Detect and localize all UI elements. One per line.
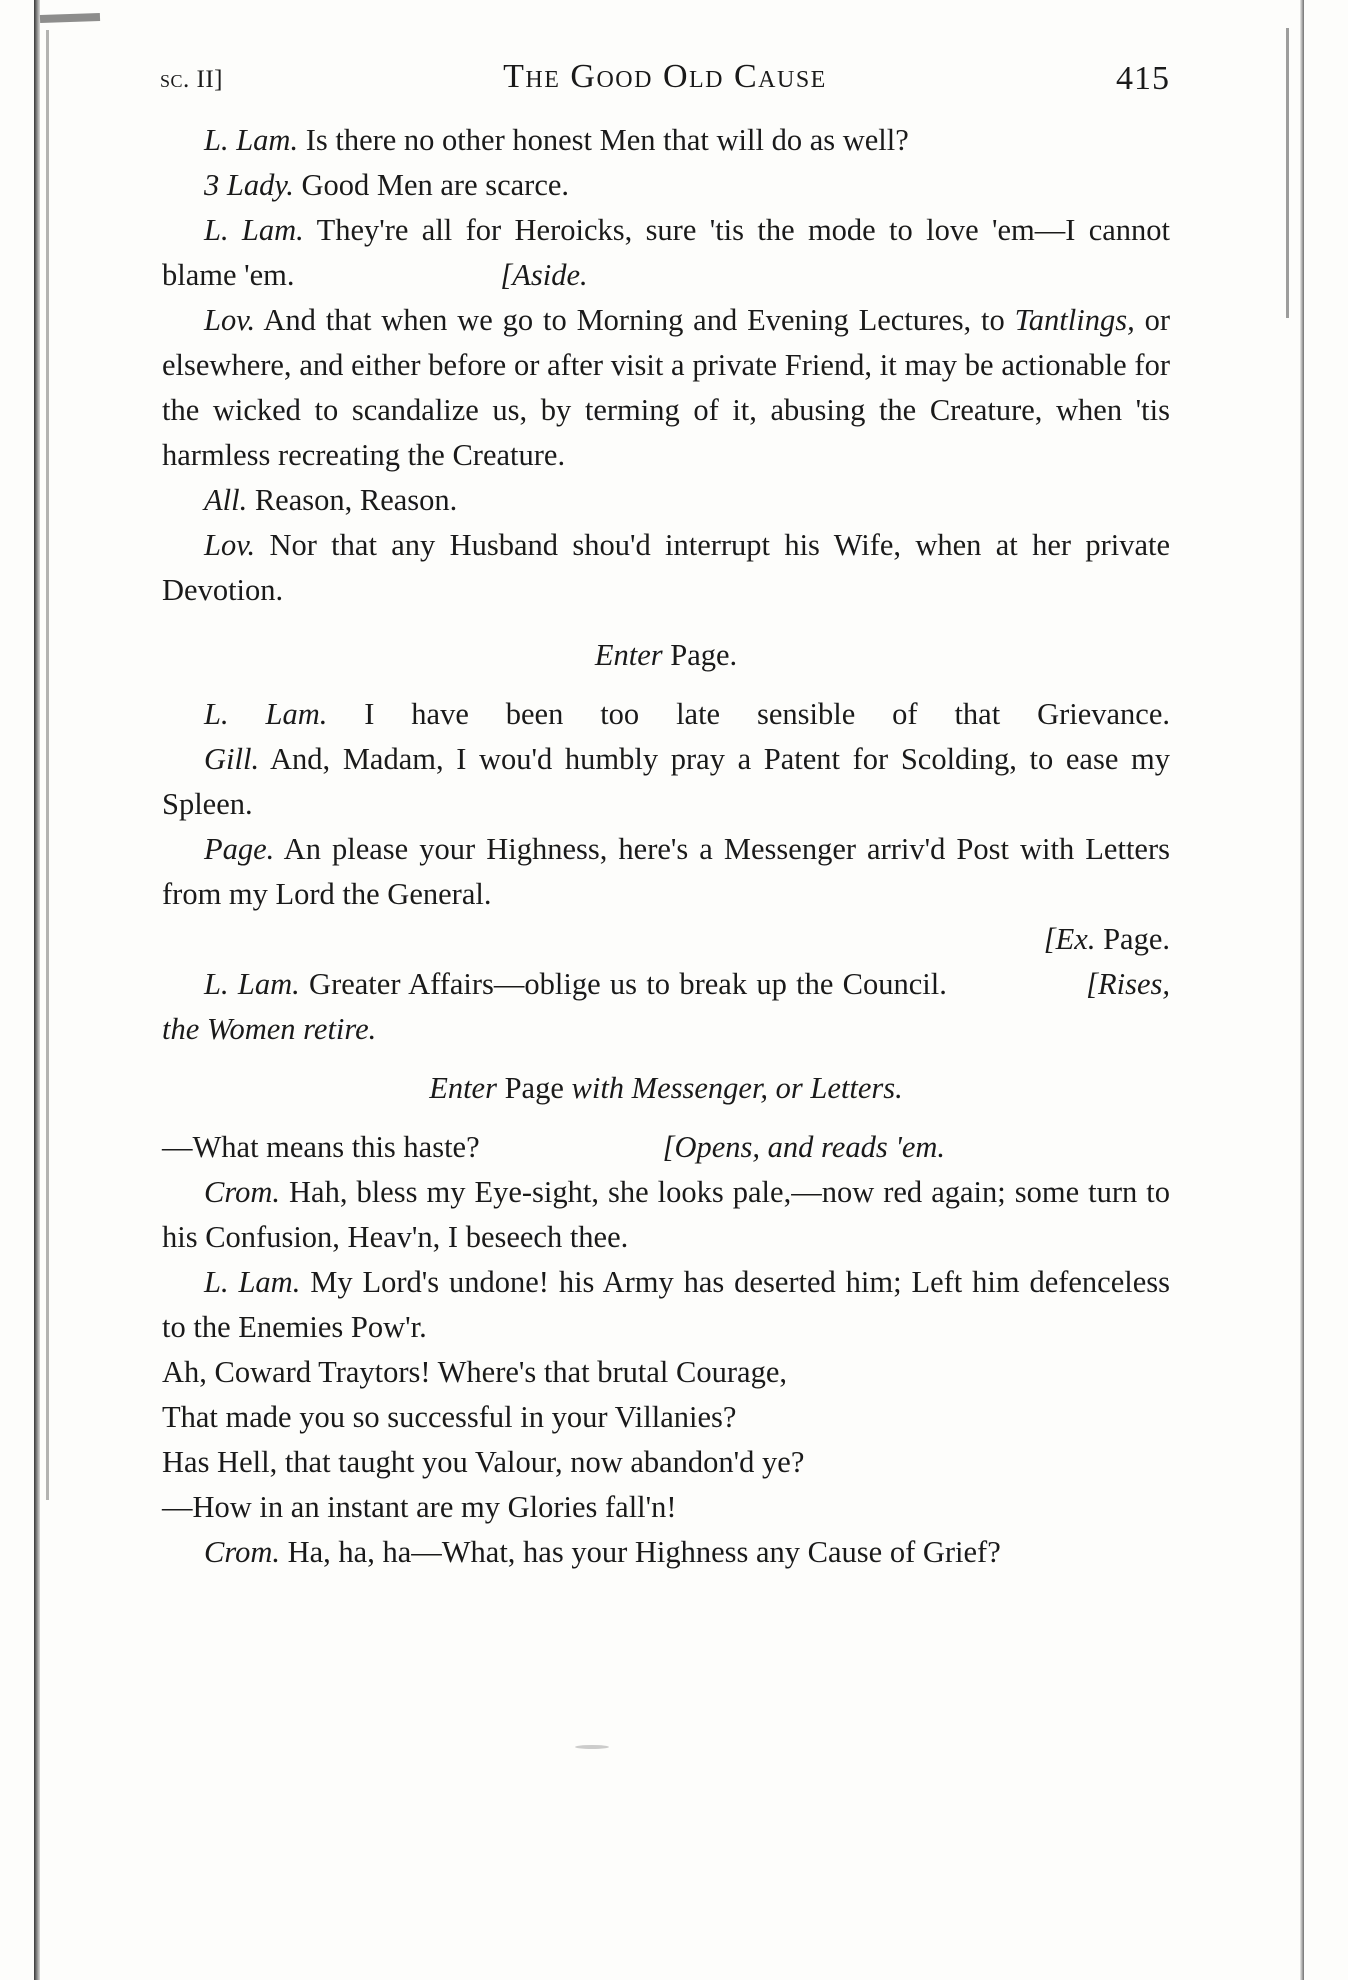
stage-direction-italic: [Ex. xyxy=(1043,922,1096,956)
verse-line xyxy=(162,1440,1170,1485)
spacer xyxy=(162,1052,1170,1066)
stage-direction-italic-2: with Messenger, or Letters. xyxy=(571,1071,903,1105)
verse-line xyxy=(162,1395,1170,1440)
speech-text: Ha, ha, ha—What, has your Highness any Cause of Grief? xyxy=(287,1535,1001,1569)
stage-direction-text: Page xyxy=(496,1071,572,1105)
speech-text: Good Men are scarce. xyxy=(301,168,570,202)
speech-text: Greater Affairs—oblige us to break up the Council. xyxy=(309,967,947,1001)
scan-smudge xyxy=(575,1745,609,1749)
speech-text: —What means this haste? xyxy=(162,1130,480,1164)
dialogue-line-with-direction xyxy=(162,1125,1170,1170)
spacer xyxy=(162,1111,1170,1125)
speech-paragraph xyxy=(162,1170,1170,1260)
speaker-label: L. Lam. xyxy=(204,1265,301,1299)
speaker-label: L. Lam. xyxy=(204,967,300,1001)
speech-paragraph xyxy=(162,692,1170,737)
stage-direction-text: Page. xyxy=(1095,922,1170,956)
speaker-label: L. Lam. xyxy=(204,697,328,731)
running-head xyxy=(160,58,1170,102)
spacer xyxy=(162,678,1170,692)
speaker-label: All. xyxy=(204,483,248,517)
speech-paragraph xyxy=(162,208,1170,298)
speech-paragraph xyxy=(162,827,1170,917)
verse-text: That made you so successful in your Villanies? xyxy=(162,1400,737,1434)
verse-line xyxy=(162,1350,1170,1395)
speech-text: They're all for Heroicks, sure 'tis the mode to love 'em—I cannot blame 'em. xyxy=(162,213,1171,292)
verse-text: —How in an instant are my Glories fall'n! xyxy=(162,1490,677,1524)
speech-text: Is there no other honest Men that will do as well? xyxy=(305,123,909,157)
speaker-label: 3 Lady. xyxy=(204,168,294,202)
page-body xyxy=(162,118,1170,1575)
speech-paragraph xyxy=(162,1530,1170,1575)
speech-text: Nor that any Husband shou'd interrupt his Wife, when at her private Devotion. xyxy=(162,528,1170,607)
speech-paragraph xyxy=(162,962,1170,1052)
speech-paragraph xyxy=(162,298,1170,478)
stage-direction-enter-page xyxy=(162,633,1170,678)
speaker-label: L. Lam. xyxy=(204,123,299,157)
speech-text: My Lord's undone! his Army has deserted him; Left him defenceless to the Enemies Pow'r. xyxy=(162,1265,1171,1344)
stage-direction-italic: Enter xyxy=(429,1071,497,1105)
speech-text: I have been too late sensible of that Grievance. xyxy=(364,697,1170,731)
verse-text: Ah, Coward Traytors! Where's that brutal Courage, xyxy=(162,1355,787,1389)
speech-text: And, Madam, I wou'd humbly pray a Patent for Scolding, to ease my Spleen. xyxy=(162,742,1170,821)
speech-text: Reason, Reason. xyxy=(254,483,458,517)
stage-direction-exit-page xyxy=(162,917,1170,962)
speech-paragraph xyxy=(162,118,1170,163)
page-title: The Good Old Cause xyxy=(503,58,827,95)
speaker-label: Crom. xyxy=(204,1175,280,1209)
speaker-label: Crom. xyxy=(204,1535,280,1569)
speaker-label: Page. xyxy=(204,832,275,866)
stage-direction: [Opens, and reads 'em. xyxy=(662,1130,946,1164)
speaker-label: L. Lam. xyxy=(204,213,304,247)
speech-paragraph xyxy=(162,478,1170,523)
speaker-label: Lov. xyxy=(204,303,256,337)
stage-direction: [Aside. xyxy=(500,258,588,292)
stage-direction: [Rises, the Women retire. xyxy=(162,967,1171,1046)
verse-text: Has Hell, that taught you Valour, now abandon'd ye? xyxy=(162,1445,805,1479)
scene-marker: sc. II] xyxy=(160,66,223,93)
speech-paragraph xyxy=(162,163,1170,208)
speech-text: Hah, bless my Eye-sight, she looks pale,—now red again; some turn to his Confusion, Heav'n, I beseech thee. xyxy=(162,1175,1170,1254)
speech-text: or elsewhere, and either before or after visit a private Friend, it may be actionable for the wicked to scandalize us, by terming of it, abusing the Creature, when 'tis harmless recreating the Creature. xyxy=(162,303,1170,472)
stage-direction-italic: Enter xyxy=(594,638,663,672)
speech-text: An please your Highness, here's a Messenger arriv'd Post with Letters from my Lord the General. xyxy=(162,832,1170,911)
speaker-label: Lov. xyxy=(204,528,256,562)
speech-paragraph xyxy=(162,1260,1170,1350)
speech-paragraph xyxy=(162,737,1170,827)
verse-line xyxy=(162,1485,1170,1530)
speech-text: And that when we go to Morning and Evening Lectures, to xyxy=(263,303,1015,337)
speaker-label: Gill. xyxy=(204,742,260,776)
stage-direction-text: Page. xyxy=(662,638,738,672)
page-number: 415 xyxy=(1116,60,1170,97)
spacer xyxy=(162,613,1170,633)
speech-text-italic: Tantlings, xyxy=(1014,303,1135,337)
speech-paragraph xyxy=(162,523,1170,613)
stage-direction-enter-page-messenger xyxy=(162,1066,1170,1111)
